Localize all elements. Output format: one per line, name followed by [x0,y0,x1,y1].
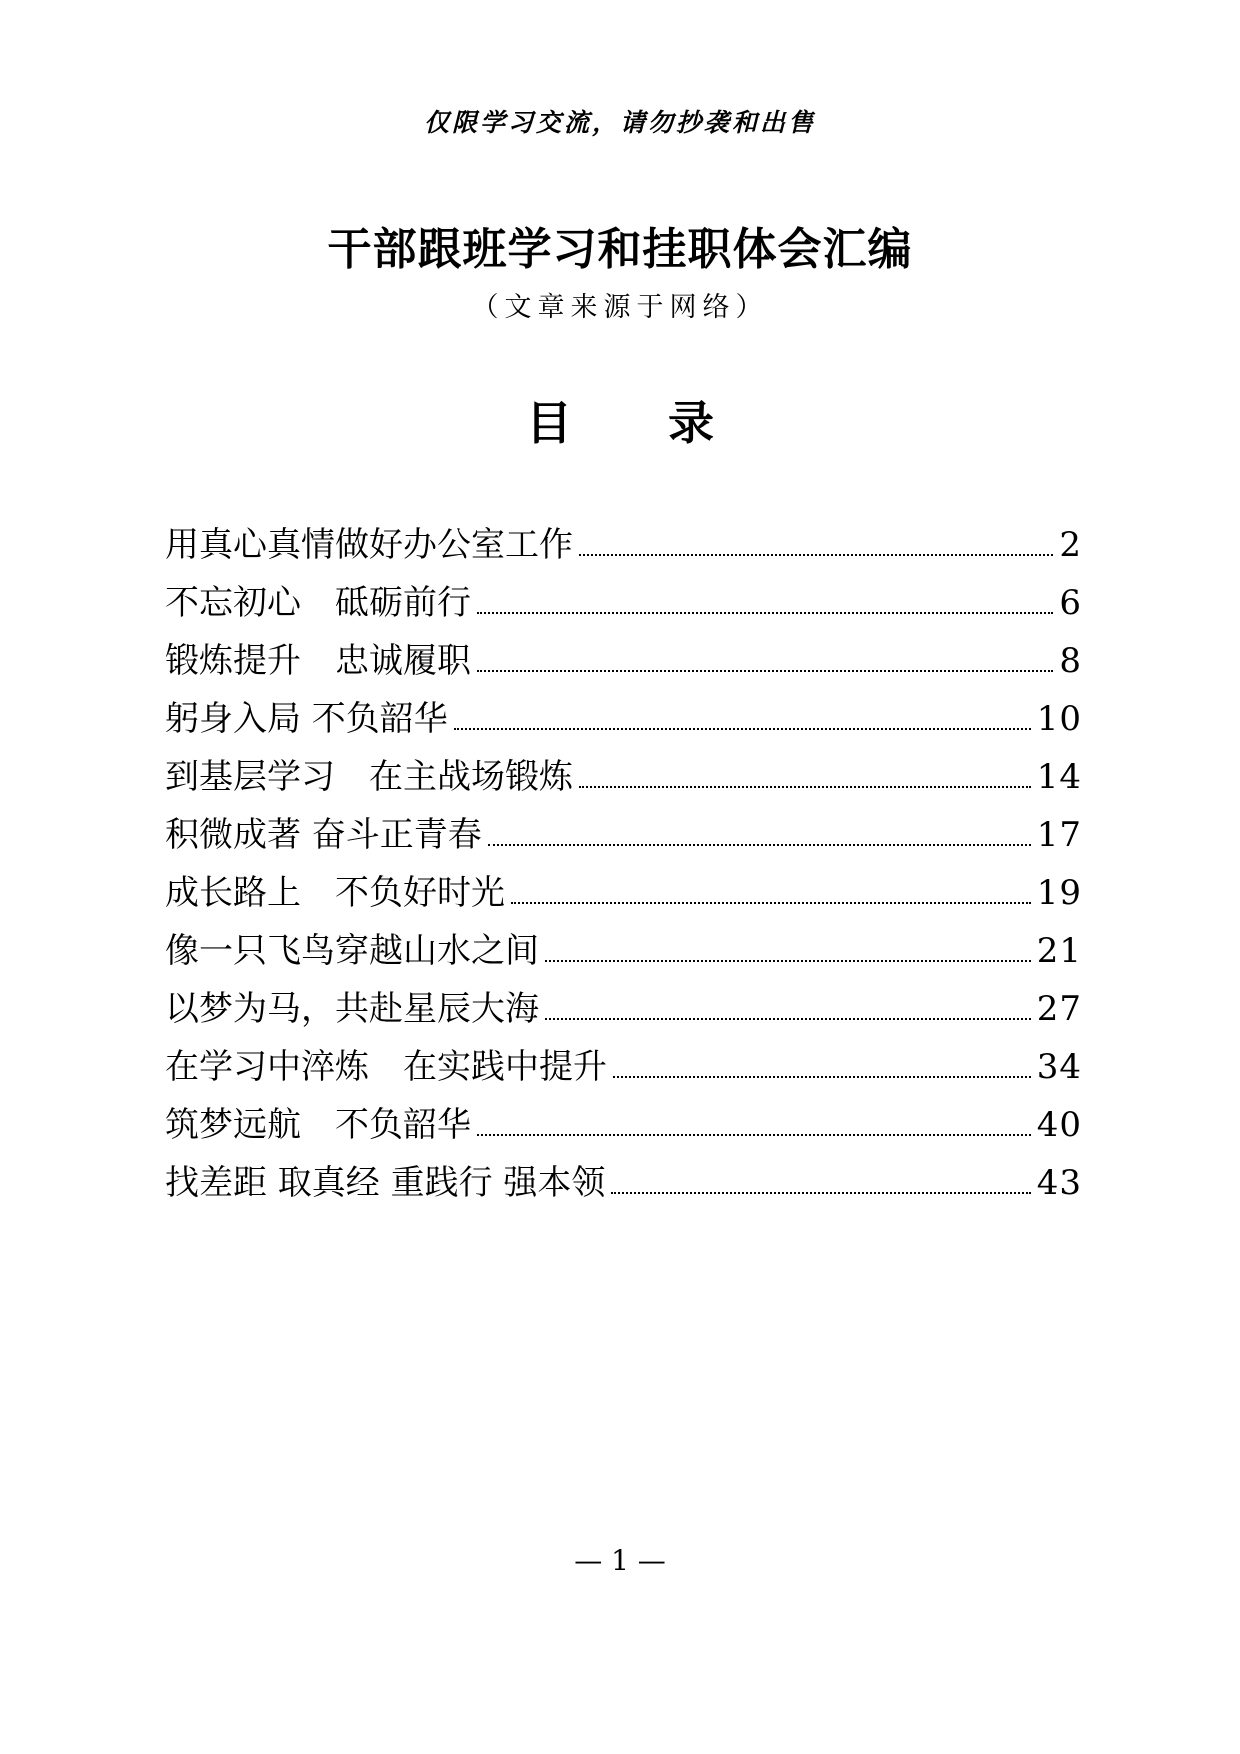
toc-dot-leader [611,1192,1030,1194]
toc-entry-title: 像一只飞鸟穿越山水之间 [165,931,539,971]
toc-dot-leader [477,612,1053,614]
toc-entry[interactable] [165,980,1082,1038]
table-of-contents [165,516,1082,1212]
toc-entry[interactable] [165,748,1082,806]
toc-entry[interactable] [165,1096,1082,1154]
toc-entry-page: 10 [1036,699,1082,739]
toc-dot-leader [477,670,1053,672]
toc-entry-page: 40 [1036,1105,1082,1145]
copyright-notice: 仅限学习交流，请勿抄袭和出售 [423,108,816,137]
toc-dot-leader [613,1076,1031,1078]
toc-entry-title: 在学习中淬炼 在实践中提升 [165,1047,607,1087]
toc-entry-page: 6 [1059,583,1082,623]
toc-entry-title: 到基层学习 在主战场锻炼 [165,757,573,797]
toc-dot-leader [545,1018,1031,1020]
toc-entry-title: 找差距 取真经 重践行 强本领 [165,1163,606,1203]
toc-dot-leader [579,786,1031,788]
toc-entry[interactable] [165,922,1082,980]
toc-entry-page: 21 [1036,931,1082,971]
toc-dot-leader [579,554,1053,556]
toc-entry-title: 成长路上 不负好时光 [165,873,505,913]
toc-heading: 目 录 [525,396,754,450]
toc-entry-page: 8 [1059,641,1082,681]
toc-dot-leader [511,902,1031,904]
toc-entry[interactable] [165,690,1082,748]
document-title: 干部跟班学习和挂职体会汇编 [327,224,913,275]
toc-entry-title: 以梦为马，共赴星辰大海 [165,989,539,1029]
toc-entry-title: 用真心真情做好办公室工作 [165,525,573,565]
toc-dot-leader [477,1134,1031,1136]
toc-entry-page: 27 [1036,989,1082,1029]
toc-entry[interactable] [165,516,1082,574]
toc-entry-title: 锻炼提升 忠诚履职 [165,641,471,681]
toc-entry-title: 不忘初心 砥砺前行 [165,583,471,623]
toc-dot-leader [545,960,1031,962]
toc-entry-title: 积微成著 奋斗正青春 [165,815,482,855]
toc-entry-page: 2 [1059,525,1082,565]
page-number: — 1 — [574,1544,666,1577]
toc-entry[interactable] [165,864,1082,922]
toc-entry[interactable] [165,1154,1082,1212]
toc-entry[interactable] [165,806,1082,864]
toc-entry[interactable] [165,1038,1082,1096]
toc-entry-page: 14 [1036,757,1082,797]
toc-entry-page: 17 [1036,815,1082,855]
toc-entry-page: 43 [1036,1163,1082,1203]
toc-entry[interactable] [165,574,1082,632]
toc-dot-leader [454,728,1031,730]
toc-entry-page: 34 [1036,1047,1082,1087]
toc-entry-title: 躬身入局 不负韶华 [165,699,448,739]
toc-entry-page: 19 [1036,873,1082,913]
toc-entry[interactable] [165,632,1082,690]
toc-entry-title: 筑梦远航 不负韶华 [165,1105,471,1145]
source-note: （文章来源于网络） [471,292,769,323]
toc-dot-leader [488,844,1031,846]
